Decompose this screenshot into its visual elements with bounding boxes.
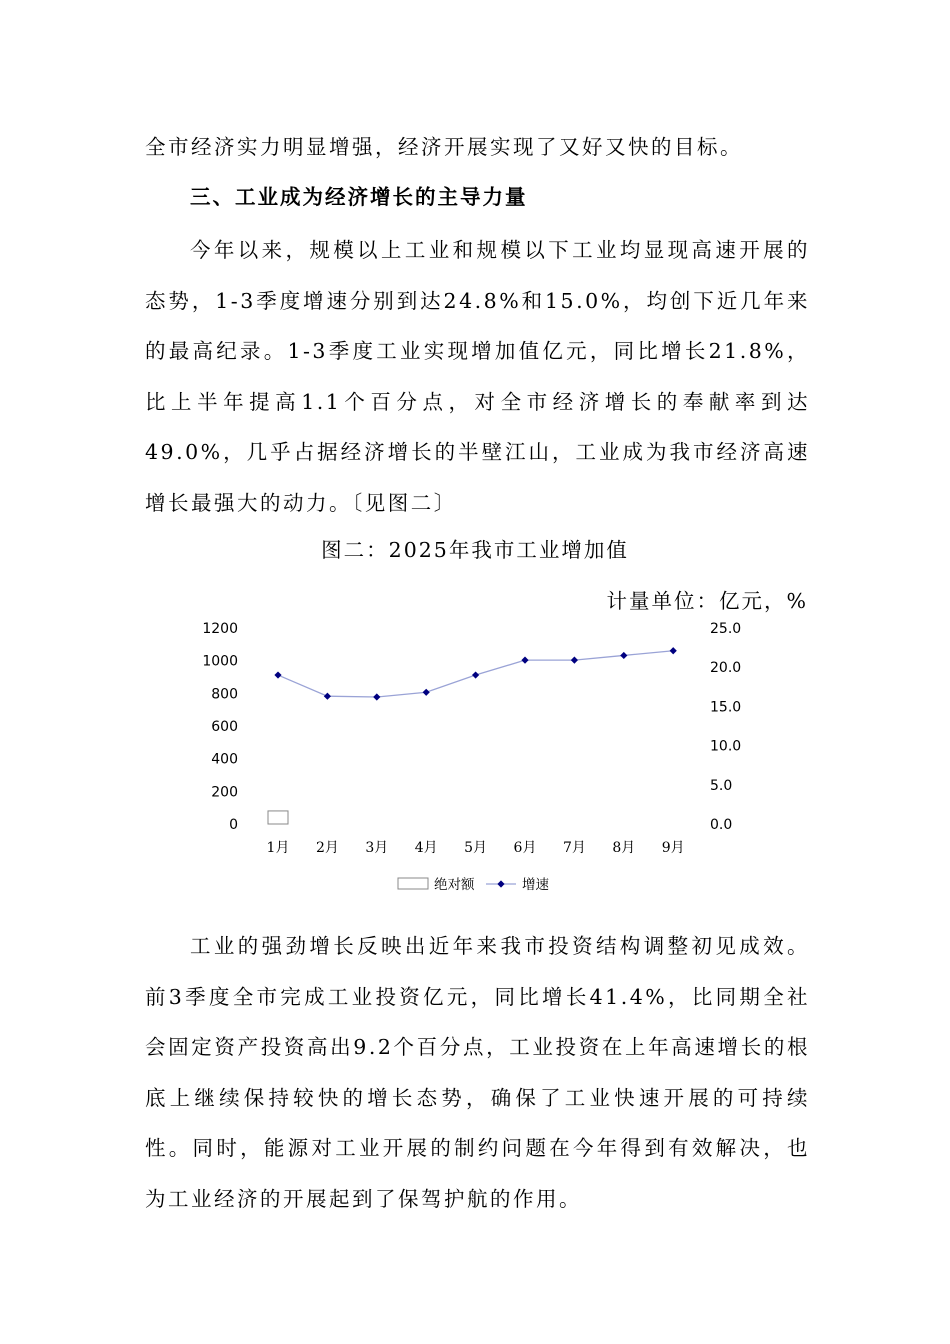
right-axis-tick-label: 5.0 xyxy=(710,777,733,794)
left-axis-tick-label: 200 xyxy=(211,784,238,801)
x-axis-category-label: 5月 xyxy=(464,840,488,856)
x-axis-category-label: 2月 xyxy=(315,840,339,856)
chart-title: 图二：2025年我市工业增加值 xyxy=(321,538,629,562)
x-axis-category-label: 9月 xyxy=(661,840,685,856)
bar-absolute xyxy=(268,811,288,824)
line-point xyxy=(423,689,430,696)
legend-label-absolute: 绝对额 xyxy=(434,877,475,893)
x-axis-category-label: 4月 xyxy=(414,840,438,856)
right-axis-tick-label: 20.0 xyxy=(710,660,742,677)
right-axis-tick-label: 0.0 xyxy=(710,817,733,833)
line-point xyxy=(274,671,281,678)
x-axis-category-label: 1月 xyxy=(266,840,290,856)
legend-label-growth: 增速 xyxy=(522,877,549,893)
left-axis-tick-label: 400 xyxy=(211,751,238,768)
x-axis-category-label: 6月 xyxy=(513,840,537,856)
section-heading: 三、工业成为经济增长的主导力量 xyxy=(190,185,528,209)
line-point xyxy=(620,652,627,659)
line-point xyxy=(472,671,479,678)
left-axis-tick-label: 800 xyxy=(211,686,238,703)
left-axis-tick-label: 600 xyxy=(211,719,238,735)
left-axis-tick-label: 1200 xyxy=(202,621,238,637)
right-axis-tick-label: 25.0 xyxy=(710,621,742,637)
unit-label: 计量单位：亿元，% xyxy=(606,589,808,613)
paragraph-intro: 全市经济实力明显增强，经济开展实现了又好又快的目标。 xyxy=(145,135,743,159)
left-axis-tick-label: 1000 xyxy=(202,653,238,670)
line-point xyxy=(670,647,677,654)
right-axis-tick-label: 10.0 xyxy=(710,738,742,755)
line-point xyxy=(521,657,528,664)
legend-bar-swatch xyxy=(398,878,428,889)
x-axis-category-label: 3月 xyxy=(365,840,389,856)
legend-line-marker xyxy=(497,880,504,887)
paragraph-industry: 今年以来，规模以上工业和规模以下工业均显现高速开展的态势，1-3季度增速分别到达24.8%和15.0%，均创下近几年来的最高纪录。1-3季度工业实现增加值亿元，同比增长21.8%，比上半年提高1.1个百分点，对全市经济增长的奉献率到达49.0%，几乎占据经济增长的半壁江山，工业成为我市经济高速增长最强大的动力。〔见图二〕 xyxy=(145,238,810,515)
line-point xyxy=(571,657,578,664)
left-axis-tick-label: 0 xyxy=(229,817,238,833)
line-point xyxy=(373,693,380,700)
paragraph-investment: 工业的强劲增长反映出近年来我市投资结构调整初见成效。前3季度全市完成工业投资亿元，同比增长41.4%，比同期全社会固定资产投资高出9.2个百分点，工业投资在上年高速增长的根底上继续保持较快的增长态势，确保了工业快速开展的可持续性。同时，能源对工业开展的制约问题在今年得到有效解决，也为工业经济的开展起到了保驾护航的作用。 xyxy=(145,934,810,1211)
x-axis-category-label: 8月 xyxy=(612,840,636,856)
line-point xyxy=(324,693,331,700)
right-axis-tick-label: 15.0 xyxy=(710,699,742,716)
x-axis-category-label: 7月 xyxy=(562,840,586,856)
industry-chart xyxy=(190,612,790,902)
